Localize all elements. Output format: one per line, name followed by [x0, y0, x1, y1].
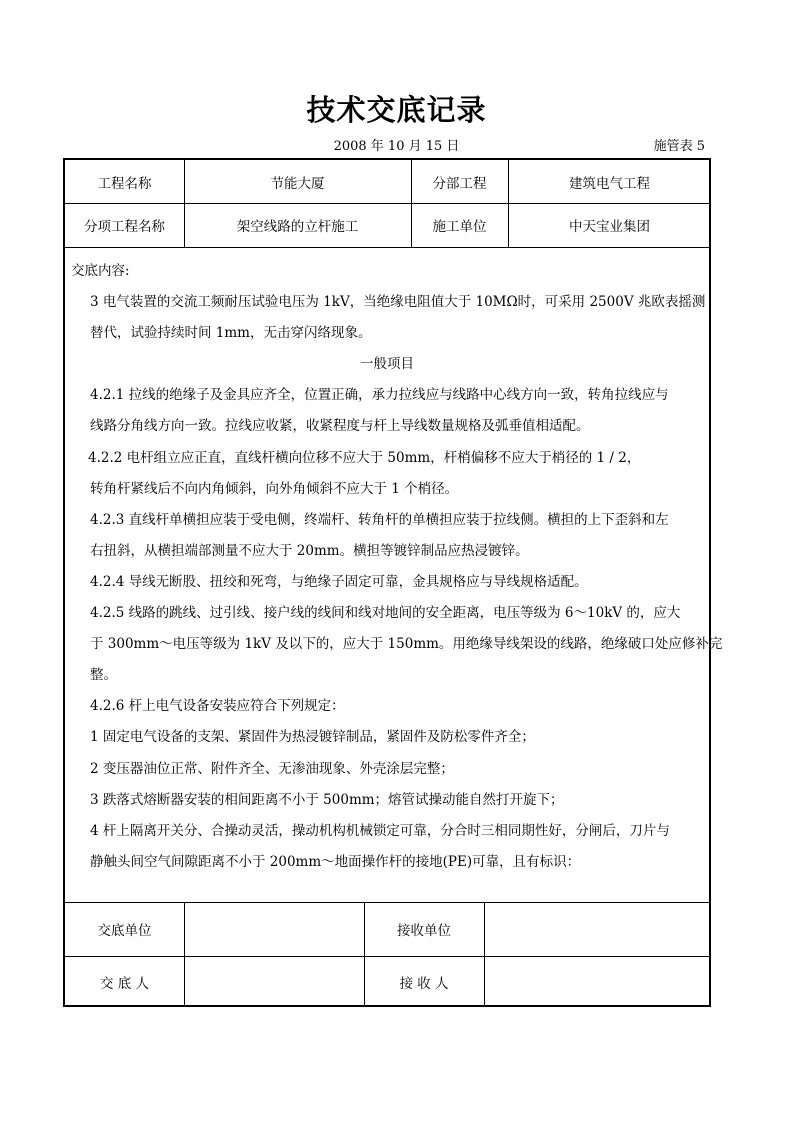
content-line: 于 300mm～电压等级为 1kV 及以下的，应大于 150mm。用绝缘导线架设的线路，绝缘破口处应修补完: [90, 636, 723, 653]
content-line: 4.2.4 导线无断股、扭绞和死弯，与绝缘子固定可靠，金具规格应与导线规格适配。: [90, 573, 588, 590]
content-line: 替代，试验持续时间 1mm，无击穿闪络现象。: [90, 325, 372, 342]
subitem-value: 架空线路的立杆施工: [236, 219, 359, 235]
content-line: 2 变压器油位正常、附件齐全、无渗油现象、外壳涂层完整；: [90, 760, 454, 777]
content-line: 4.2.2 电杆组立应正直，直线杆横向位移不应大于 50mm，杆梢偏移不应大于梢径的 1 / 2，: [88, 449, 641, 466]
content-line: 4.2.5 线路的跳线、过引线、接户线的线间和线对地间的安全距离，电压等级为 6～10kV 的，应大: [90, 605, 681, 621]
issuing-unit-field[interactable]: [184, 902, 364, 956]
content-line: 3 电气装置的交流工频耐压试验电压为 1kV，当绝缘电阻值大于 10MΩ时，可采用 2500V 兆欧表摇测: [90, 294, 706, 310]
subitem-label: 分项工程名称: [84, 219, 165, 235]
contractor-value: 中天宝业集团: [569, 219, 650, 235]
issuing-unit-label: 交底单位: [97, 923, 152, 939]
content-line: 整。: [90, 667, 117, 684]
content-line: 4.2.3 直线杆单横担应装于受电侧，终端杆、转角杆的单横担应装于拉线侧。横担的上下歪斜和左: [90, 511, 669, 528]
receiver-label: 接 收 人: [399, 975, 449, 992]
receiving-unit-field[interactable]: [484, 902, 711, 956]
record-table: [63, 158, 723, 1007]
issuer-field[interactable]: [184, 956, 364, 1007]
content-line: 4.2.6 杆上电气设备安装应符合下列规定：: [90, 698, 345, 715]
division-value: 建筑电气工程: [569, 175, 650, 192]
project-name-label: 工程名称: [97, 175, 152, 192]
content-line: 线路分角线方向一致。拉线应收紧，收紧程度与杆上导线数量规格及弧垂值相适配。: [90, 418, 590, 435]
content-line: 1 固定电气设备的支架、紧固件为热浸镀锌制品，紧固件及防松零件齐全；: [90, 729, 535, 746]
document-title: 技术交底记录: [306, 93, 487, 127]
record-date: 2008 年 10 月 15 日: [333, 139, 460, 154]
content-line: 4.2.1 拉线的绝缘子及金具应齐全，位置正确，承力拉线应与线路中心线方向一致，转角拉线应与: [90, 387, 669, 404]
receiving-unit-label: 接收单位: [397, 923, 451, 939]
issuer-label: 交 底 人: [99, 975, 150, 992]
content-line: 静触头间空气间隙距离不小于 200mm～地面操作杆的接地(PE)可靠，且有标识：: [90, 853, 581, 870]
contractor-label: 施工单位: [432, 219, 487, 235]
content-line: 4 杆上隔离开关分、合操动灵活，操动机构机械锁定可靠，分合时三相同期性好，分闸后，刀片与: [90, 822, 670, 839]
divider: [65, 247, 709, 248]
receiver-field[interactable]: [484, 956, 711, 1007]
content-line: 右扭斜，从横担端部测量不应大于 20mm。横担等镀锌制品应热浸镀锌。: [90, 542, 529, 559]
division-label: 分部工程: [432, 175, 487, 192]
form-number: 施管表 5: [653, 139, 705, 154]
content-line: 转角杆紧线后不向内角倾斜，向外角倾斜不应大于 1 个梢径。: [90, 480, 459, 497]
section-heading: 一般项目: [360, 356, 414, 373]
content-label: 交底内容:: [71, 263, 130, 279]
content-line: 3 跌落式熔断器安装的相间距离不小于 500mm；熔管试操动能自然打开旋下；: [90, 791, 564, 808]
project-name-value: 节能大厦: [270, 175, 325, 192]
